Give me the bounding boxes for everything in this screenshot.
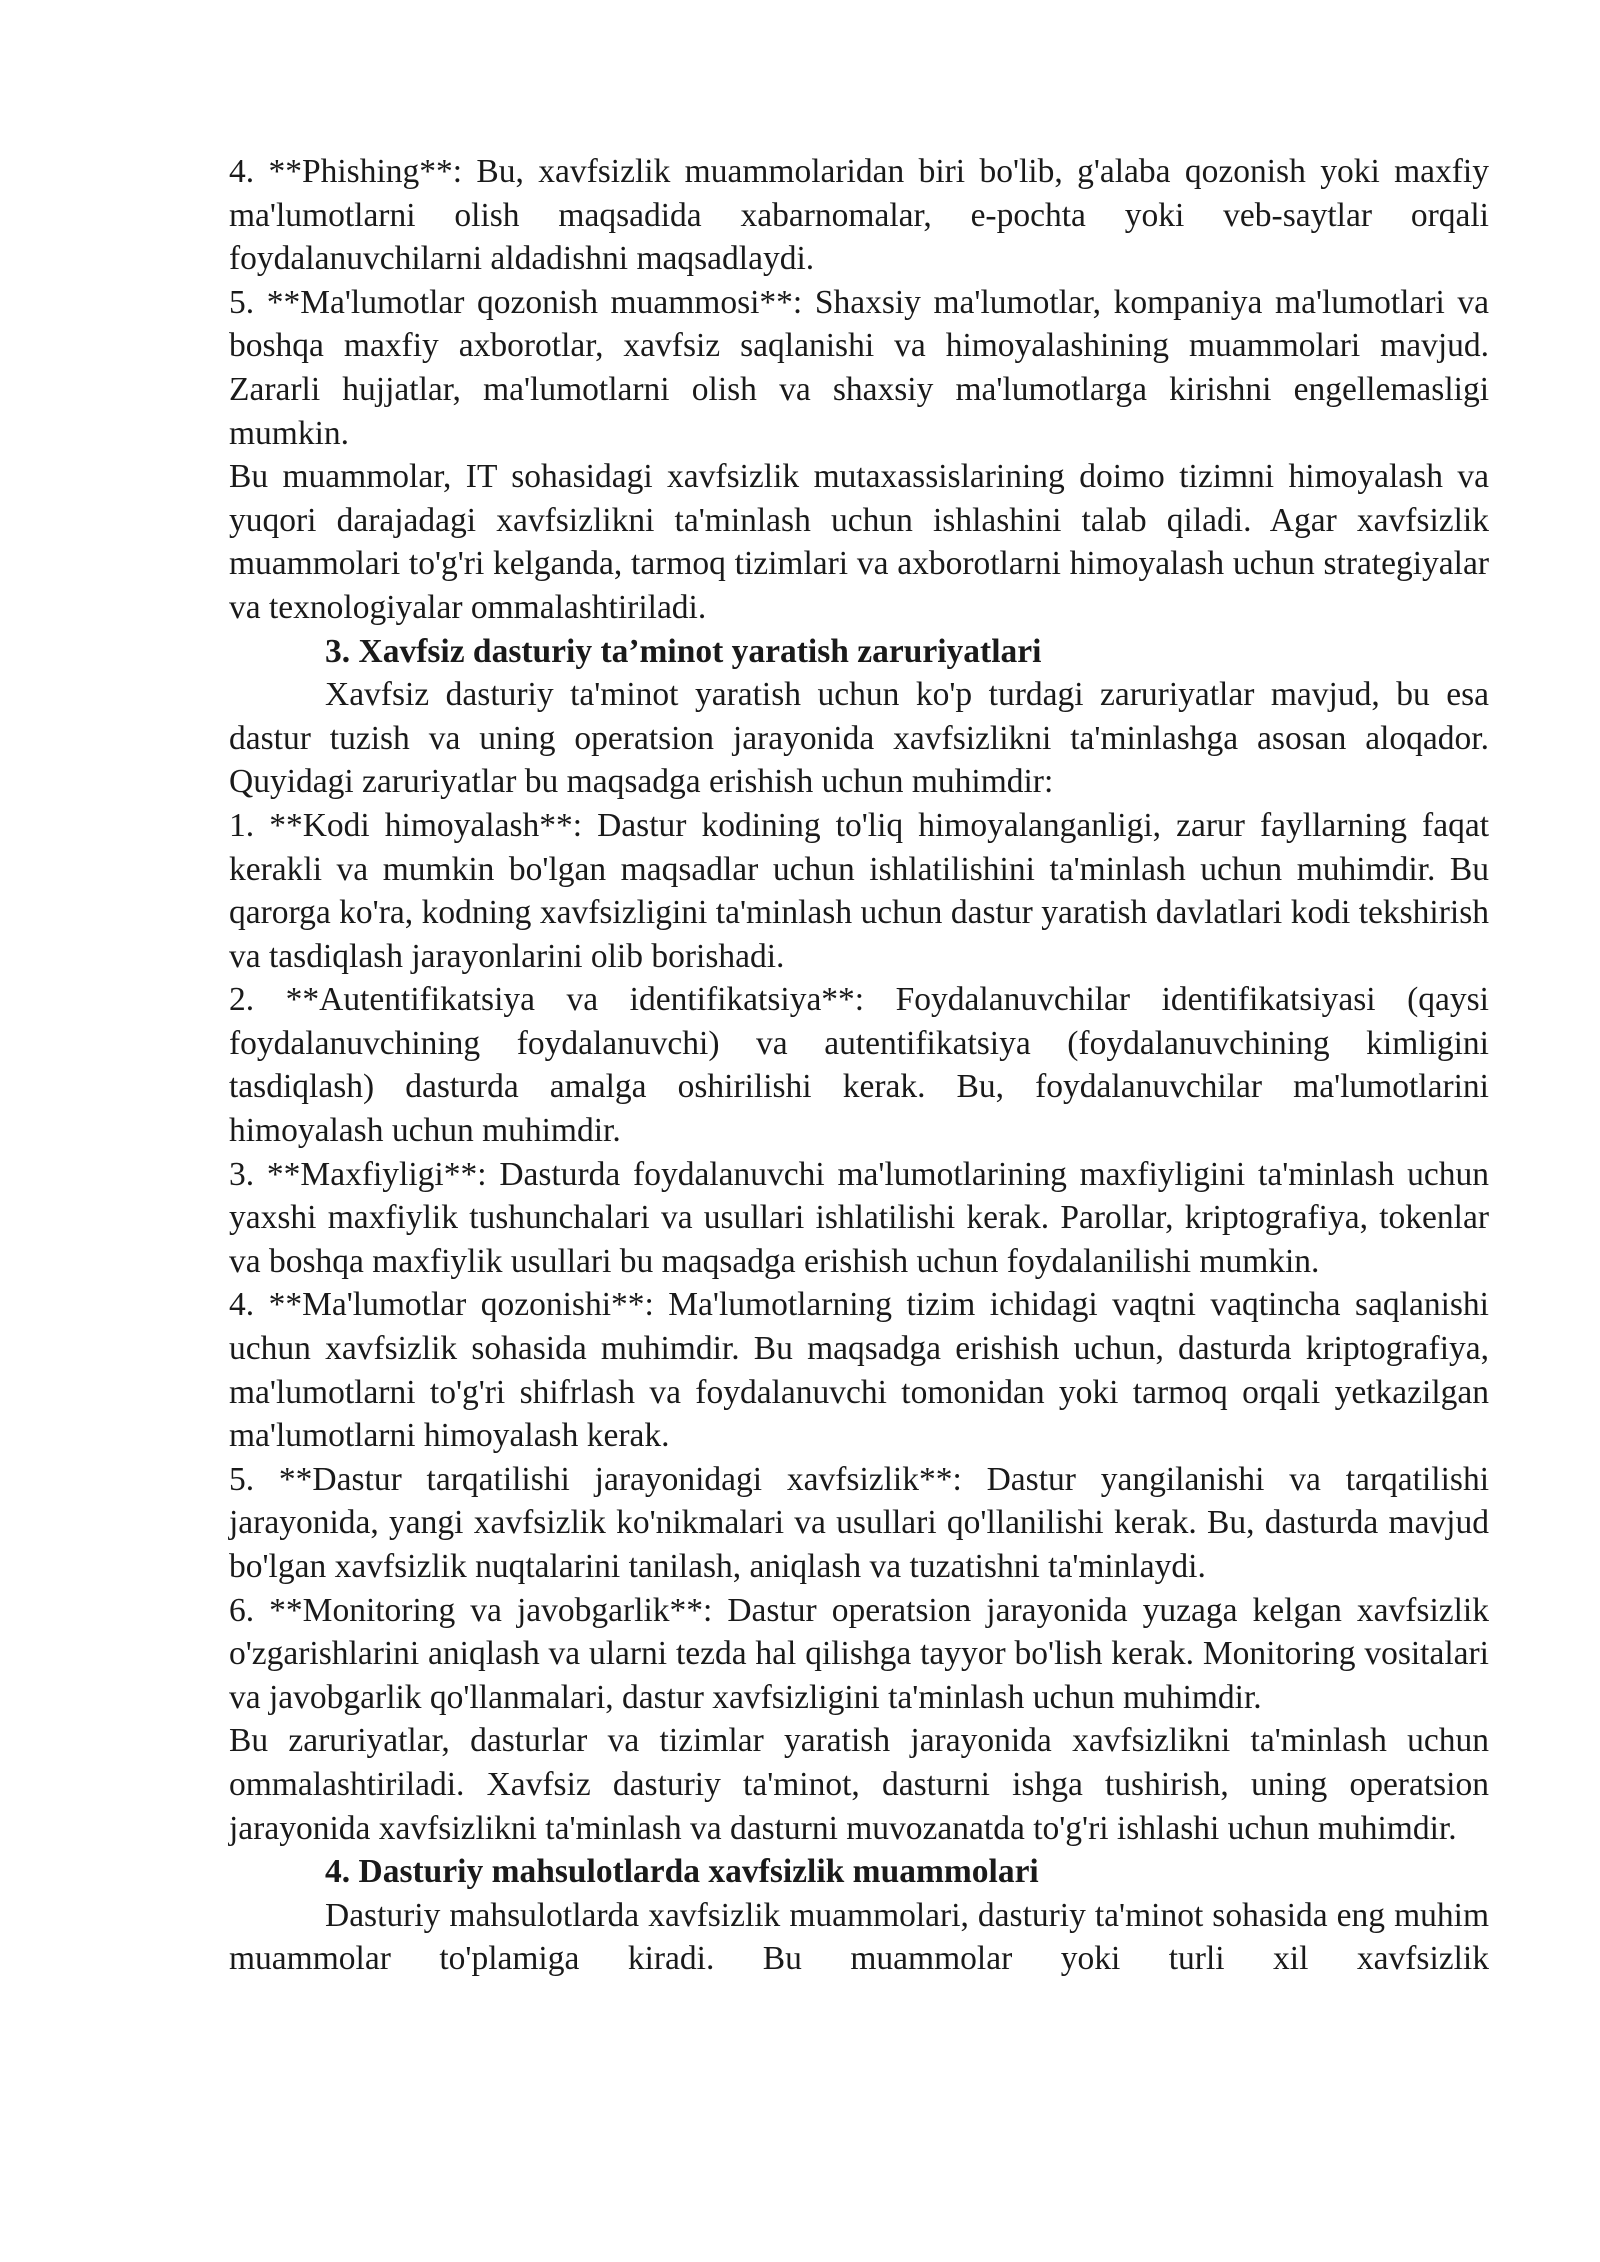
paragraph-phishing: 4. **Phishing**: Bu, xavfsizlik muammolaridan biri bo'lib, g'alaba qozonish yoki maxfiy ma'lumotlarni olish maqsadida xabarnomalar, e-pochta yoki veb-saytlar orqali foydalanuvchilarni aldadishni maqsadlaydi. [229,153,1489,278]
section-3-heading: 3. Xavfsiz dasturiy ta’minot yaratish zaruriyatlari [325,632,1042,670]
document-page [229,150,1489,1981]
paragraph-summary: Bu muammolar, IT sohasidagi xavfsizlik mutaxassislarining doimo tizimni himoyalash va yuqori darajadagi xavfsizlikni ta'minlash uchun ishlashini talab qiladi. Agar xavfsizlik muammolari to'g'ri kelganda, tarmoq tizimlari va axborotlarni himoyalash uchun strategiyalar va texnologiyalar ommalashtiriladi. [229,458,1489,626]
section-3-item: 2. **Autentifikatsiya va identifikatsiya**: Foydalanuvchilar identifikatsiyasi (qaysi foydalanuvchining foydalanuvchi) va autentifikatsiya (foydalanuvchining kimligini tasdiqlash) dasturda amalga oshirilishi kerak. Bu, foydalanuvchilar ma'lumotlarini himoyalash uchun muhimdir. [229,981,1489,1150]
section-3-item: 4. **Ma'lumotlar qozonishi**: Ma'lumotlarning tizim ichidagi vaqtni vaqtincha saqlanishi uchun xavfsizlik sohasida muhimdir. Bu maqsadga erishish uchun, dasturda kriptografiya, ma'lumotlarni to'g'ri shifrlash va foydalanuvchi tomonidan yoki tarmoq orqali yetkazilgan ma'lumotlarni himoyalash kerak. [229,1286,1489,1455]
section-4-intro: Dasturiy mahsulotlarda xavfsizlik muammolari, dasturiy ta'minot sohasida eng muhim muammolar to'plamiga kiradi. Bu muammolar yoki turli xil xavfsizlik [229,1896,1489,1978]
paragraph-data-breach: 5. **Ma'lumotlar qozonish muammosi**: Shaxsiy ma'lumotlar, kompaniya ma'lumotlari va boshqa maxfiy axborotlar, xavfsiz saqlanishi va himoyalashining muammolari mavjud. Zararli hujjatlar, ma'lumotlarni olish va shaxsiy ma'lumotlarga kirishni engellemasligi mumkin. [229,283,1489,452]
section-3-intro: Xavfsiz dasturiy ta'minot yaratish uchun ko'p turdagi zaruriyatlar mavjud, bu esa dastur tuzish va uning operatsion jarayonida xavfsizlikni ta'minlashga asosan aloqador. Quyidagi zaruriyatlar bu maqsadga erishish uchun muhimdir: [229,676,1489,801]
section-3-item: 3. **Maxfiyligi**: Dasturda foydalanuvchi ma'lumotlarining maxfiyligini ta'minlash uchun yaxshi maxfiylik tushunchalari va usullari ishlatilishi kerak. Parollar, kriptografiya, tokenlar va boshqa maxfiylik usullari bu maqsadga erishish uchun foydalanilishi mumkin. [229,1155,1489,1280]
section-4-heading: 4. Dasturiy mahsulotlarda xavfsizlik muammolari [325,1853,1039,1891]
section-3-closing: Bu zaruriyatlar, dasturlar va tizimlar yaratish jarayonida xavfsizlikni ta'minlash uchun ommalashtiriladi. Xavfsiz dasturiy ta'minot, dasturni ishga tushirish, uning operatsion jarayonida xavfsizlikni ta'minlash va dasturni muvozanatda to'g'ri ishlashi uchun muhimdir. [229,1722,1489,1847]
section-3-item: 1. **Kodi himoyalash**: Dastur kodining to'liq himoyalanganligi, zarur fayllarning faqat kerakli va mumkin bo'lgan maqsadlar uchun ishlatilishini ta'minlash uchun muhimdir. Bu qarorga ko'ra, kodning xavfsizligini ta'minlash uchun dastur yaratish davlatlari kodi tekshirish va tasdiqlash jarayonlarini olib borishadi. [229,806,1489,975]
section-3-item: 5. **Dastur tarqatilishi jarayonidagi xavfsizlik**: Dastur yangilanishi va tarqatilishi jarayonida, yangi xavfsizlik ko'nikmalari va usullari qo'llanilishi kerak. Bu, dasturda mavjud bo'lgan xavfsizlik nuqtalarini tanilash, aniqlash va tuzatishni ta'minlaydi. [229,1460,1489,1585]
section-3-item: 6. **Monitoring va javobgarlik**: Dastur operatsion jarayonida yuzaga kelgan xavfsizlik o'zgarishlarini aniqlash va ularni tezda hal qilishga tayyor bo'lish kerak. Monitoring vositalari va javobgarlik qo'llanmalari, dastur xavfsizligini ta'minlash uchun muhimdir. [229,1591,1489,1716]
